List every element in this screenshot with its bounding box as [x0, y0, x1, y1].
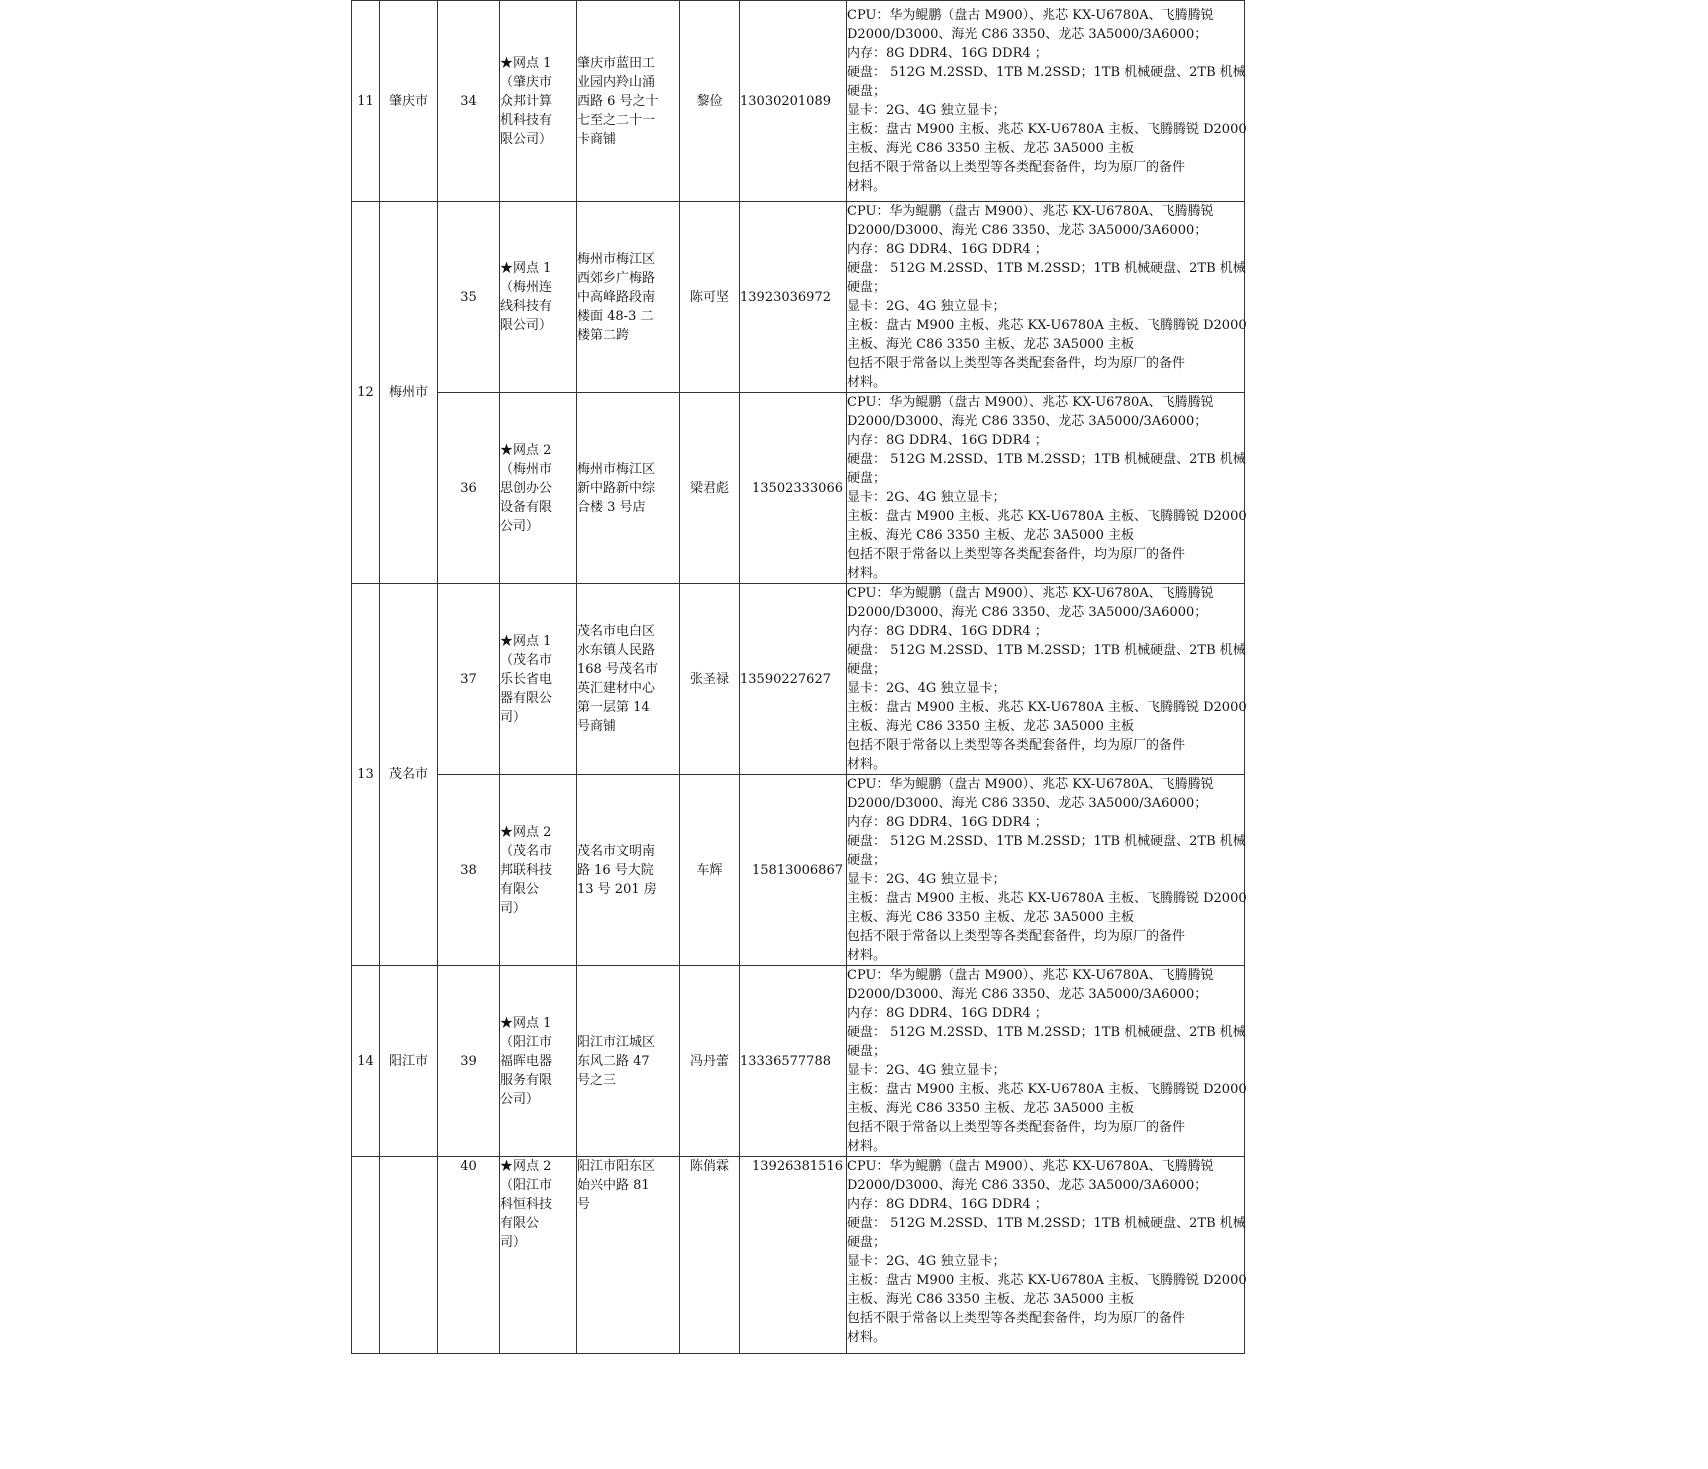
outlet-address-line: 楼面 48-3 二	[577, 308, 654, 324]
spare-parts-line: CPU：华为鲲鹏（盘古 M900）、兆芯 KX-U6780A、飞腾腾锐	[847, 968, 1214, 983]
outlet-address-line: 茂名市电白区	[577, 624, 656, 639]
spare-parts-line: 材料。	[847, 375, 887, 390]
spare-parts-line: 硬盘；	[847, 280, 887, 295]
spare-parts-line: 包括不限于常备以上类型等各类配套备件，均为原厂的备件	[847, 547, 1186, 562]
outlet-name-line: 司）	[500, 709, 527, 725]
spare-parts-line: 包括不限于常备以上类型等各类配套备件，均为原厂的备件	[847, 1311, 1186, 1326]
spare-parts-line: 材料。	[847, 1330, 887, 1345]
spare-parts-line: 主板、海光 C86 3350 主板、龙芯 3A5000 主板	[847, 910, 1134, 925]
outlet-name-line: ★网点 2	[500, 442, 552, 458]
spare-parts-line: 主板：盘古 M900 主板、兆芯 KX-U6780A 主板、飞腾腾锐 D2000	[847, 1082, 1247, 1097]
table-row	[352, 775, 1245, 966]
outlet-name-line: （阳江市	[500, 1034, 553, 1050]
city-name	[380, 1157, 438, 1354]
outlet-number: 40	[438, 1157, 500, 1354]
outlet-address-line: 梅州市梅江区	[577, 461, 656, 477]
spare-parts-line: 主板、海光 C86 3350 主板、龙芯 3A5000 主板	[847, 528, 1134, 543]
spare-parts-line: 显卡：2G、4G 独立显卡；	[847, 872, 1006, 887]
city-name: 肇庆市	[380, 1, 438, 202]
spare-parts-line: D2000/D3000、海光 C86 3350、龙芯 3A5000/3A6000；	[847, 605, 1208, 620]
outlet-name	[500, 393, 577, 584]
contact-person: 陈俏霖	[680, 1157, 740, 1354]
spare-parts-line: 材料。	[847, 757, 887, 772]
outlet-name-line: 线科技有	[500, 299, 553, 314]
outlet-number: 37	[438, 584, 500, 775]
outlet-number: 34	[438, 1, 500, 202]
outlet-address-line: 西郊乡广梅路	[577, 270, 656, 286]
contact-phone: 13590227627	[740, 584, 847, 775]
spare-parts-line: 显卡：2G、4G 独立显卡；	[847, 103, 1006, 118]
outlet-name-line: 乐长省电	[500, 671, 553, 687]
spare-parts-line: 材料。	[847, 948, 887, 963]
spare-parts-line: 硬盘： 512G M.2SSD、1TB M.2SSD；1TB 机械硬盘、2TB 机械	[847, 834, 1246, 849]
outlet-name-line: 服务有限	[500, 1072, 553, 1088]
outlet-address-line: 楼第二跨	[577, 327, 630, 343]
outlet-name-line: 机科技有	[500, 112, 553, 128]
outlet-name-line: （茂名市	[500, 652, 553, 668]
spare-parts-line: 内存：8G DDR4、16G DDR4 ；	[847, 46, 1048, 61]
spare-parts-description	[847, 1157, 1245, 1354]
spare-parts-line: CPU：华为鲲鹏（盘古 M900）、兆芯 KX-U6780A、飞腾腾锐	[847, 395, 1214, 410]
outlet-name-line: 科恒科技	[500, 1197, 553, 1212]
table-row	[352, 966, 1245, 1157]
outlet-name-line: ★网点 1	[500, 1015, 552, 1031]
outlet-name-line: 设备有限	[500, 499, 553, 515]
outlet-name-line: 公司）	[500, 1091, 540, 1107]
outlet-name-line: （茂名市	[500, 843, 553, 859]
region-index: 12	[352, 202, 380, 584]
spare-parts-line: 硬盘： 512G M.2SSD、1TB M.2SSD；1TB 机械硬盘、2TB 机械	[847, 65, 1246, 80]
spare-parts-line: 包括不限于常备以上类型等各类配套备件，均为原厂的备件	[847, 1120, 1186, 1135]
outlet-address	[577, 393, 680, 584]
outlet-name-line: ★网点 1	[500, 55, 552, 71]
outlet-name-line: 众邦计算	[500, 93, 553, 109]
contact-phone: 13502333066	[740, 393, 847, 584]
spare-parts-line: D2000/D3000、海光 C86 3350、龙芯 3A5000/3A6000；	[847, 414, 1208, 429]
outlet-address-line: 号之三	[577, 1072, 617, 1088]
outlet-name-line: （肇庆市	[500, 74, 553, 90]
spare-parts-line: D2000/D3000、海光 C86 3350、龙芯 3A5000/3A6000；	[847, 796, 1208, 811]
outlet-name-line: 司）	[500, 900, 527, 916]
table-row	[352, 1157, 1245, 1354]
outlet-address	[577, 1, 680, 202]
outlet-address-line: 茂名市文明南	[577, 843, 656, 859]
spare-parts-line: 显卡：2G、4G 独立显卡；	[847, 490, 1006, 505]
outlet-name-line: 福晖电器	[500, 1053, 553, 1069]
spare-parts-line: 硬盘： 512G M.2SSD、1TB M.2SSD；1TB 机械硬盘、2TB 机械	[847, 452, 1246, 467]
spare-parts-line: 显卡：2G、4G 独立显卡；	[847, 1254, 1006, 1269]
spare-parts-line: 材料。	[847, 566, 887, 581]
outlet-name-line: （梅州连	[500, 280, 553, 295]
outlet-address-line: 13 号 201 房	[577, 881, 657, 897]
contact-phone: 13336577788	[740, 966, 847, 1157]
spare-parts-line: D2000/D3000、海光 C86 3350、龙芯 3A5000/3A6000；	[847, 223, 1208, 238]
spare-parts-line: 主板：盘古 M900 主板、兆芯 KX-U6780A 主板、飞腾腾锐 D2000	[847, 122, 1247, 137]
outlet-address-line: 第一层第 14	[577, 700, 650, 715]
spare-parts-line: 内存：8G DDR4、16G DDR4 ；	[847, 1197, 1048, 1212]
spare-parts-line: 材料。	[847, 179, 887, 194]
outlet-name-line: 思创办公	[500, 480, 553, 496]
outlet-name-line: ★网点 2	[500, 824, 552, 840]
outlet-name-line: 器有限公	[500, 690, 553, 706]
spare-parts-line: 包括不限于常备以上类型等各类配套备件，均为原厂的备件	[847, 356, 1186, 371]
outlet-address-line: 水东镇人民路	[577, 643, 656, 658]
outlet-name-line: ★网点 1	[500, 633, 552, 649]
outlet-name-line: 有限公	[500, 1216, 540, 1231]
spare-parts-line: CPU：华为鲲鹏（盘古 M900）、兆芯 KX-U6780A、飞腾腾锐	[847, 1159, 1214, 1174]
outlet-name	[500, 966, 577, 1157]
outlet-address-line: 始兴中路 81	[577, 1178, 650, 1193]
spare-parts-line: 主板、海光 C86 3350 主板、龙芯 3A5000 主板	[847, 141, 1134, 156]
spare-parts-line: 主板、海光 C86 3350 主板、龙芯 3A5000 主板	[847, 1101, 1134, 1116]
outlet-address-line: 梅州市梅江区	[577, 251, 656, 267]
spare-parts-line: 硬盘： 512G M.2SSD、1TB M.2SSD；1TB 机械硬盘、2TB 机械	[847, 1216, 1246, 1231]
spare-parts-line: 主板：盘古 M900 主板、兆芯 KX-U6780A 主板、飞腾腾锐 D2000	[847, 318, 1247, 333]
table-row	[352, 202, 1245, 393]
outlet-number: 39	[438, 966, 500, 1157]
spare-parts-description	[847, 1, 1245, 202]
spare-parts-line: 硬盘： 512G M.2SSD、1TB M.2SSD；1TB 机械硬盘、2TB 机械	[847, 643, 1246, 658]
outlet-name-line: ★网点 2	[500, 1159, 552, 1174]
outlet-address-line: 168 号茂名市	[577, 662, 658, 677]
outlet-number: 36	[438, 393, 500, 584]
outlet-address-line: 英汇建材中心	[577, 681, 656, 696]
outlet-address-line: 西路 6 号之十	[577, 93, 659, 109]
outlet-name-line: 有限公	[500, 881, 540, 897]
spare-parts-line: 主板：盘古 M900 主板、兆芯 KX-U6780A 主板、飞腾腾锐 D2000	[847, 891, 1247, 906]
outlet-address	[577, 775, 680, 966]
spare-parts-description	[847, 202, 1245, 393]
spare-parts-line: 硬盘；	[847, 1235, 887, 1250]
table-row	[352, 1, 1245, 202]
region-index: 11	[352, 1, 380, 202]
spare-parts-line: 内存：8G DDR4、16G DDR4 ；	[847, 242, 1048, 257]
contact-phone: 13030201089	[740, 1, 847, 202]
spare-parts-line: 硬盘；	[847, 84, 887, 99]
outlet-name	[500, 1157, 577, 1354]
spare-parts-line: 硬盘： 512G M.2SSD、1TB M.2SSD；1TB 机械硬盘、2TB 机械	[847, 261, 1246, 276]
spare-parts-line: 主板：盘古 M900 主板、兆芯 KX-U6780A 主板、飞腾腾锐 D2000	[847, 509, 1247, 524]
outlet-name	[500, 202, 577, 393]
table-body	[352, 1, 1245, 1354]
table-row	[352, 584, 1245, 775]
table-row	[352, 393, 1245, 584]
outlet-name	[500, 775, 577, 966]
spare-parts-line: 硬盘；	[847, 471, 887, 486]
spare-parts-line: 显卡：2G、4G 独立显卡；	[847, 1063, 1006, 1078]
spare-parts-line: 包括不限于常备以上类型等各类配套备件，均为原厂的备件	[847, 738, 1186, 753]
spare-parts-line: 主板、海光 C86 3350 主板、龙芯 3A5000 主板	[847, 719, 1134, 734]
spare-parts-line: 显卡：2G、4G 独立显卡；	[847, 681, 1006, 696]
city-name: 梅州市	[380, 202, 438, 584]
spare-parts-line: CPU：华为鲲鹏（盘古 M900）、兆芯 KX-U6780A、飞腾腾锐	[847, 586, 1214, 601]
outlet-address-line: 路 16 号大院	[577, 862, 654, 878]
spare-parts-line: 包括不限于常备以上类型等各类配套备件，均为原厂的备件	[847, 160, 1186, 175]
spare-parts-line: CPU：华为鲲鹏（盘古 M900）、兆芯 KX-U6780A、飞腾腾锐	[847, 204, 1214, 219]
service-outlet-table	[351, 0, 1245, 1354]
outlet-address-line: 号商铺	[577, 719, 617, 734]
spare-parts-line: D2000/D3000、海光 C86 3350、龙芯 3A5000/3A6000；	[847, 1178, 1208, 1193]
outlet-address-line: 阳江市江城区	[577, 1034, 656, 1050]
spare-parts-line: D2000/D3000、海光 C86 3350、龙芯 3A5000/3A6000；	[847, 27, 1208, 42]
spare-parts-description	[847, 775, 1245, 966]
spare-parts-line: 包括不限于常备以上类型等各类配套备件，均为原厂的备件	[847, 929, 1186, 944]
outlet-number: 35	[438, 202, 500, 393]
contact-person: 黎俭	[680, 1, 740, 202]
contact-person: 冯丹蕾	[680, 966, 740, 1157]
outlet-name-line: 司）	[500, 1235, 527, 1250]
contact-phone: 15813006867	[740, 775, 847, 966]
contact-person: 梁君彪	[680, 393, 740, 584]
outlet-address	[577, 1157, 680, 1354]
spare-parts-description	[847, 393, 1245, 584]
outlet-name	[500, 584, 577, 775]
spare-parts-line: D2000/D3000、海光 C86 3350、龙芯 3A5000/3A6000；	[847, 987, 1208, 1002]
outlet-address-line: 七至之二十一	[577, 112, 656, 128]
spare-parts-line: 内存：8G DDR4、16G DDR4 ；	[847, 433, 1048, 448]
spare-parts-line: 显卡：2G、4G 独立显卡；	[847, 299, 1006, 314]
outlet-name-line: 限公司）	[500, 318, 553, 333]
spare-parts-line: 主板、海光 C86 3350 主板、龙芯 3A5000 主板	[847, 337, 1134, 352]
outlet-name	[500, 1, 577, 202]
outlet-name-line: 限公司）	[500, 131, 553, 147]
contact-person: 车辉	[680, 775, 740, 966]
outlet-address-line: 卡商铺	[577, 131, 617, 147]
spare-parts-line: 主板：盘古 M900 主板、兆芯 KX-U6780A 主板、飞腾腾锐 D2000	[847, 700, 1247, 715]
outlet-address-line: 阳江市阳东区	[577, 1159, 656, 1174]
outlet-address-line: 号	[577, 1197, 591, 1212]
outlet-name-line: ★网点 1	[500, 261, 552, 276]
contact-phone: 13926381516	[740, 1157, 847, 1354]
outlet-address-line: 新中路新中综	[577, 480, 656, 496]
outlet-address-line: 业园内羚山涌	[577, 74, 656, 90]
spare-parts-description	[847, 584, 1245, 775]
spare-parts-line: 主板、海光 C86 3350 主板、龙芯 3A5000 主板	[847, 1292, 1134, 1307]
region-index: 13	[352, 584, 380, 966]
spare-parts-line: 硬盘；	[847, 853, 887, 868]
outlet-address-line: 合楼 3 号店	[577, 499, 646, 515]
spare-parts-line: CPU：华为鲲鹏（盘古 M900）、兆芯 KX-U6780A、飞腾腾锐	[847, 777, 1214, 792]
outlet-name-line: 公司）	[500, 518, 540, 534]
outlet-name-line: （阳江市	[500, 1178, 553, 1193]
outlet-address	[577, 966, 680, 1157]
outlet-name-line: （梅州市	[500, 461, 553, 477]
region-index: 14	[352, 966, 380, 1157]
spare-parts-line: 内存：8G DDR4、16G DDR4 ；	[847, 815, 1048, 830]
spare-parts-line: 主板：盘古 M900 主板、兆芯 KX-U6780A 主板、飞腾腾锐 D2000	[847, 1273, 1247, 1288]
spare-parts-line: 材料。	[847, 1139, 887, 1154]
spare-parts-line: 硬盘；	[847, 662, 887, 677]
spare-parts-line: CPU：华为鲲鹏（盘古 M900）、兆芯 KX-U6780A、飞腾腾锐	[847, 8, 1214, 23]
outlet-address-line: 东风二路 47	[577, 1053, 650, 1069]
contact-person: 张圣禄	[680, 584, 740, 775]
city-name: 阳江市	[380, 966, 438, 1157]
spare-parts-line: 内存：8G DDR4、16G DDR4 ；	[847, 1006, 1048, 1021]
spare-parts-description	[847, 966, 1245, 1157]
region-index	[352, 1157, 380, 1354]
outlet-address-line: 中高峰路段南	[577, 289, 656, 305]
spare-parts-line: 内存：8G DDR4、16G DDR4 ；	[847, 624, 1048, 639]
outlet-number: 38	[438, 775, 500, 966]
contact-person: 陈可坚	[680, 202, 740, 393]
outlet-name-line: 邦联科技	[500, 862, 553, 878]
outlet-address	[577, 202, 680, 393]
contact-phone: 13923036972	[740, 202, 847, 393]
spare-parts-line: 硬盘： 512G M.2SSD、1TB M.2SSD；1TB 机械硬盘、2TB 机械	[847, 1025, 1246, 1040]
outlet-address	[577, 584, 680, 775]
city-name: 茂名市	[380, 584, 438, 966]
spare-parts-line: 硬盘；	[847, 1044, 887, 1059]
outlet-address-line: 肇庆市蓝田工	[577, 55, 656, 71]
